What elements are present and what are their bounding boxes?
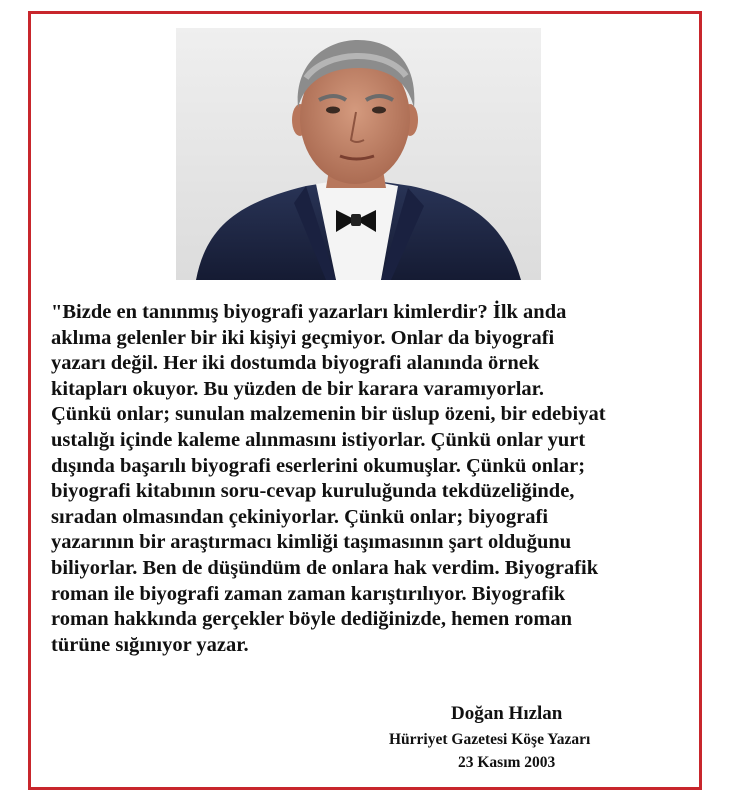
publication-date: 23 Kasım 2003 xyxy=(458,754,556,771)
author-portrait xyxy=(176,28,541,280)
author-name: Doğan Hızlan xyxy=(451,703,563,724)
quote-card xyxy=(28,11,702,790)
author-role: Hürriyet Gazetesi Köşe Yazarı xyxy=(389,731,591,748)
portrait-illustration xyxy=(176,28,541,280)
quote-text: "Bizde en tanınmış biyografi yazarları kimlerdir? İlk anda aklıma gelenler bir iki kişiyi geçmiyor. Onlar da biyografi yazarı değil. Her iki dostumda biyografi alanında örnek kitapları okuyor. Bu yüzden de bir karara varamıyorlar. Çünkü onlar; sunulan malzemenin bir üslup özeni, bir edebiyat ustalığı içinde kaleme alınmasını istiyorlar. Çünkü onlar yurt dışında başarılı biyografi eserlerini okumuşlar. Çünkü onlar; biyografi kitabının soru-cevap kuruluğunda tekdüzeliğinde, sıradan olmasından çekiniyorlar. Çünkü onlar; biyografi yazarının bir araştırmacı kimliği taşımasının şart olduğunu biliyorlar. Ben de düşündüm de onlara hak verdim. Biyografik roman ile biyografi zaman zaman karıştırılıyor. Biyografik roman hakkında gerçekler böyle dediğinizde, hemen roman türüne sığınıyor yazar. xyxy=(51,301,606,656)
